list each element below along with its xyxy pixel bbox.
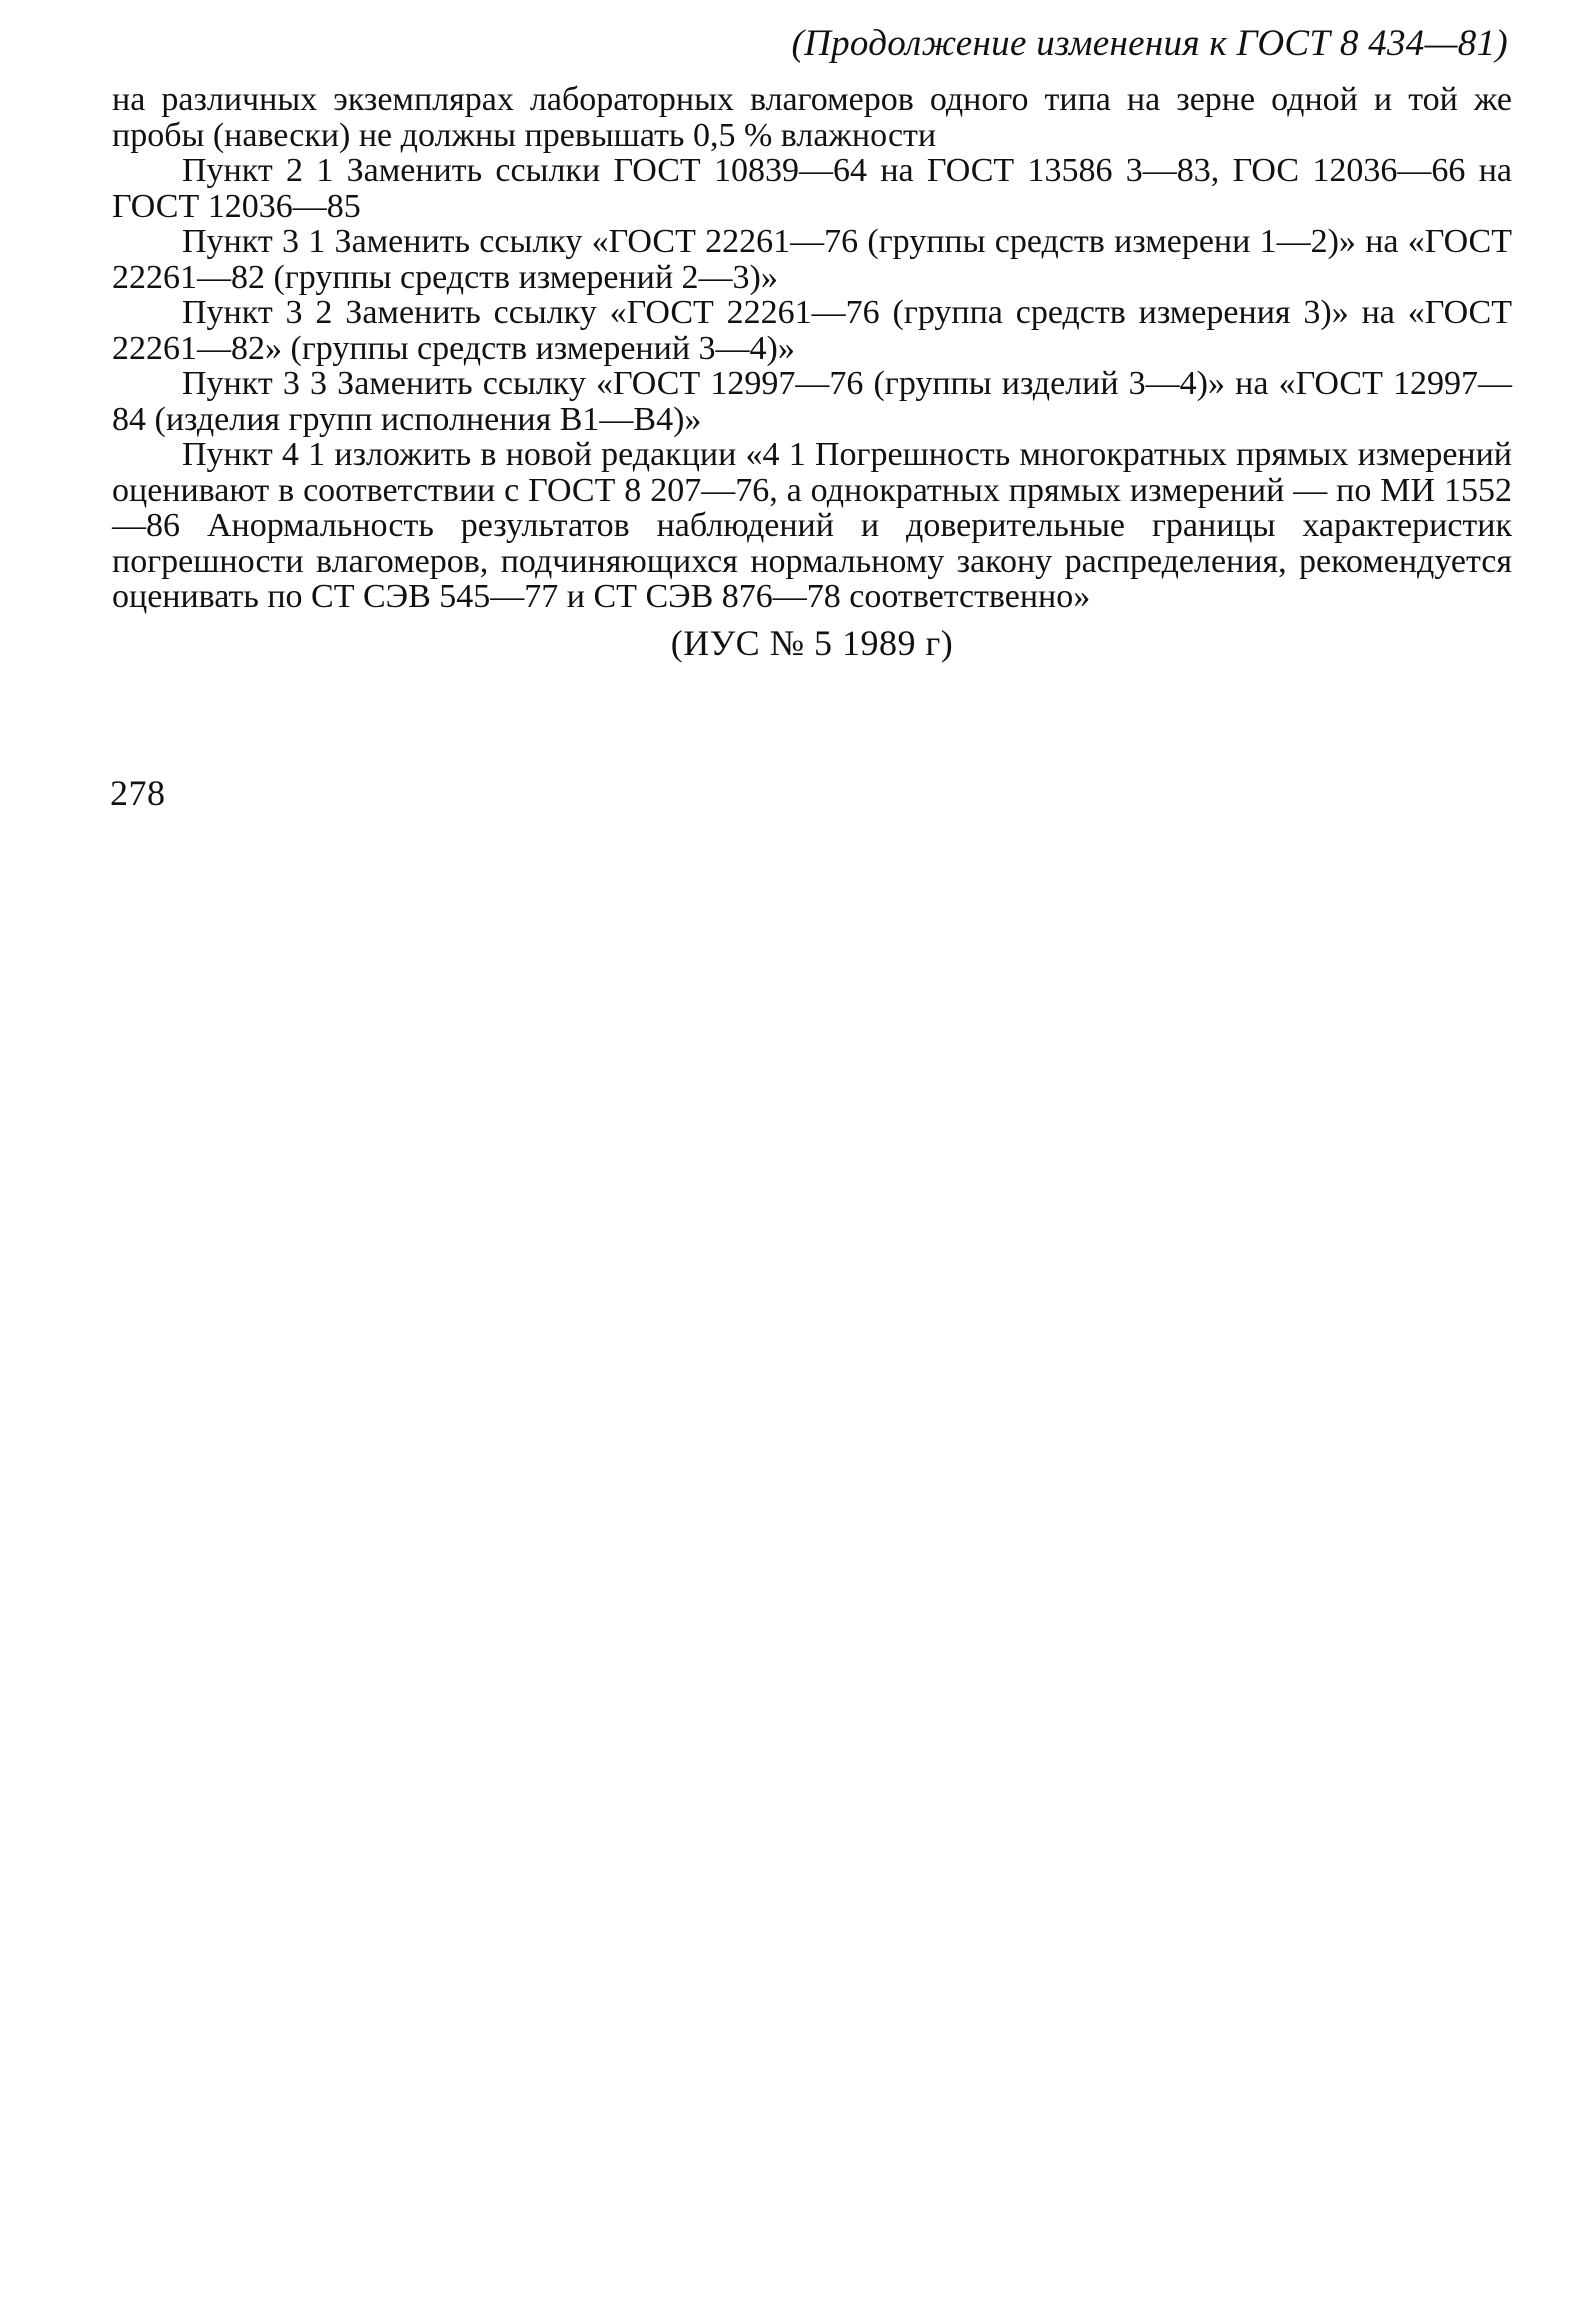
paragraph-item-2-1: Пункт 2 1 Заменить ссылки ГОСТ 10839—64 на ГОСТ 13586 3—83, ГОС 12036—66 на ГОСТ 12036—85: [112, 152, 1512, 225]
source-note: (ИУС № 5 1989 г): [670, 622, 954, 663]
paragraph-continuation: на различных экземплярах лабораторных влагомеров одного типа на зерне одной и той же пробы (навески) не должны превышать 0,5 % влажности: [112, 81, 1512, 154]
page-number: 278: [110, 773, 166, 813]
paragraph-item-4-1: Пункт 4 1 изложить в новой редакции «4 1 Погрешность многократных прямых измерений оценивают в соответствии с ГОСТ 8 207—76, а однократных прямых измерений — по МИ 1552—86 Анормальность результатов наблюдений и доверительные границы характеристик погрешности влагомеров, подчиняющихся нормальному закону распределения, рекомендуется оценивать по СТ СЭВ 545—77 и СТ СЭВ 876—78 соответственно»: [112, 436, 1512, 615]
paragraph-item-3-3: Пункт 3 3 Заменить ссылку «ГОСТ 12997—76 (группы изделий 3—4)» на «ГОСТ 12997—84 (изделия групп исполнения В1—В4)»: [112, 365, 1512, 438]
paragraph-item-3-2: Пункт 3 2 Заменить ссылку «ГОСТ 22261—76 (группа средств измерения 3)» на «ГОСТ 22261—82» (группы средств измерений 3—4)»: [112, 294, 1512, 367]
paragraph-item-3-1: Пункт 3 1 Заменить ссылку «ГОСТ 22261—76 (группы средств измерени 1—2)» на «ГОСТ 22261—82 (группы средств измерений 2—3)»: [112, 223, 1512, 296]
running-title: (Продолжение изменения к ГОСТ 8 434—81): [791, 23, 1508, 64]
document-body: [112, 82, 1512, 665]
